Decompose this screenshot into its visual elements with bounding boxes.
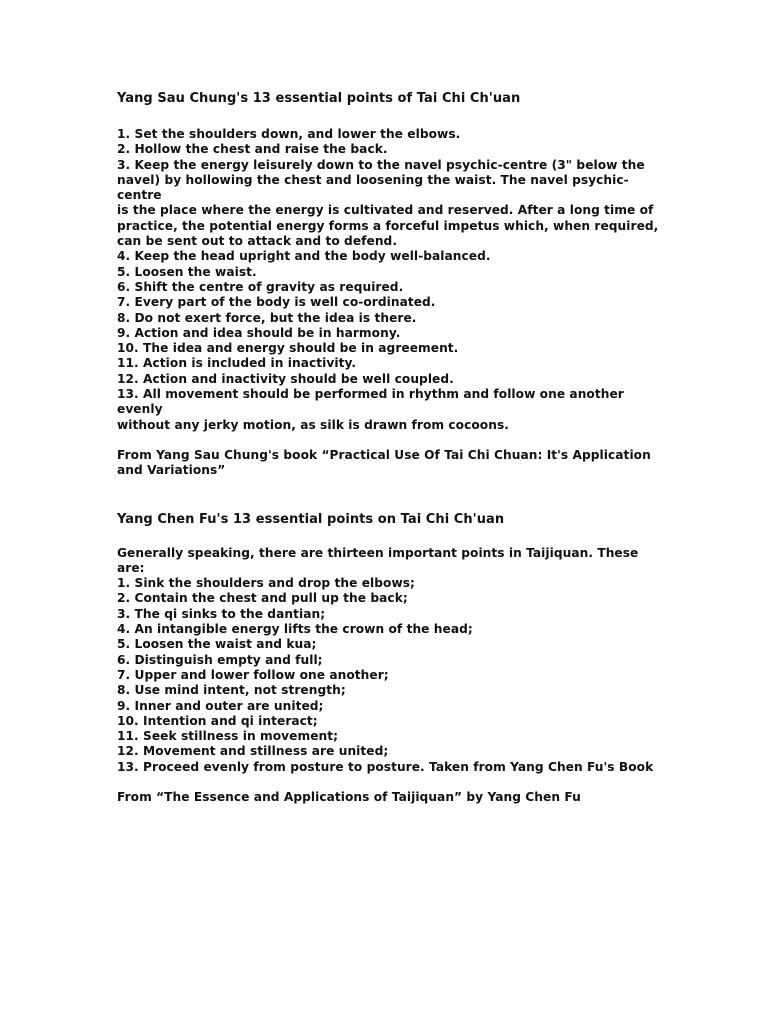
list-line: is the place where the energy is cultivated and reserved. After a long time of	[117, 203, 654, 218]
list-line: 8. Do not exert force, but the idea is there.	[117, 310, 417, 325]
list-line: 10. Intention and qi interact;	[117, 713, 318, 728]
list-line: navel) by hollowing the chest and loosening the waist. The navel psychic-centre	[117, 172, 629, 203]
essential-points-list	[117, 127, 662, 433]
list-line: 1. Sink the shoulders and drop the elbows;	[117, 576, 415, 591]
section-yang-chen-fu	[117, 512, 662, 806]
list-line: 4. An intangible energy lifts the crown of the head;	[117, 622, 473, 637]
list-line: 5. Loosen the waist and kua;	[117, 637, 317, 652]
list-line: 13. All movement should be performed in rhythm and follow one another evenly	[117, 387, 624, 417]
source-line: From Yang Sau Chung's book “Practical Use Of Tai Chi Chuan: It's Application	[117, 447, 651, 462]
list-line: practice, the potential energy forms a forceful impetus which, when required,	[117, 218, 659, 233]
list-line: 2. Hollow the chest and raise the back.	[117, 142, 388, 157]
list-line: 4. Keep the head upright and the body well-balanced.	[117, 249, 491, 264]
source-citation	[117, 790, 662, 805]
list-line: 6. Distinguish empty and full;	[117, 652, 323, 667]
list-line: 10. The idea and energy should be in agreement.	[117, 341, 459, 356]
list-line: 11. Action is included in inactivity.	[117, 356, 357, 371]
list-line: 7. Every part of the body is well co-ordinated.	[117, 295, 436, 310]
list-line: 7. Upper and lower follow one another;	[117, 667, 389, 682]
section-yang-sau-chung	[117, 91, 662, 479]
list-line: Generally speaking, there are thirteen important points in Taijiquan. These are:	[117, 545, 639, 575]
list-line: 9. Inner and outer are united;	[117, 698, 324, 713]
list-line: 6. Shift the centre of gravity as required.	[117, 279, 404, 294]
section-heading: Yang Sau Chung's 13 essential points of Tai Chi Ch'uan	[117, 91, 521, 106]
list-line: 11. Seek stillness in movement;	[117, 729, 339, 744]
list-line: 3. Keep the energy leisurely down to the navel psychic-centre (3" below the	[117, 157, 645, 172]
list-line: 5. Loosen the waist.	[117, 264, 257, 279]
document-body	[117, 91, 662, 805]
source-line: From “The Essence and Applications of Taijiquan” by Yang Chen Fu	[117, 789, 581, 804]
source-citation	[117, 448, 662, 479]
list-line: 2. Contain the chest and pull up the back;	[117, 591, 408, 606]
list-line: 1. Set the shoulders down, and lower the elbows.	[117, 127, 461, 141]
list-line: 12. Action and inactivity should be well coupled.	[117, 371, 454, 386]
list-line: 9. Action and idea should be in harmony.	[117, 325, 401, 340]
source-line: and Variations”	[117, 463, 226, 478]
list-line: 8. Use mind intent, not strength;	[117, 683, 346, 698]
list-line: 3. The qi sinks to the dantian;	[117, 606, 326, 621]
list-line: 13. Proceed evenly from posture to posture. Taken from Yang Chen Fu's Book	[117, 759, 654, 774]
section-heading: Yang Chen Fu's 13 essential points on Tai Chi Ch'uan	[117, 511, 505, 527]
list-line: without any jerky motion, as silk is drawn from cocoons.	[117, 417, 509, 432]
essential-points-list	[117, 546, 662, 775]
list-line: can be sent out to attack and to defend.	[117, 234, 397, 249]
list-line: 12. Movement and stillness are united;	[117, 744, 389, 759]
